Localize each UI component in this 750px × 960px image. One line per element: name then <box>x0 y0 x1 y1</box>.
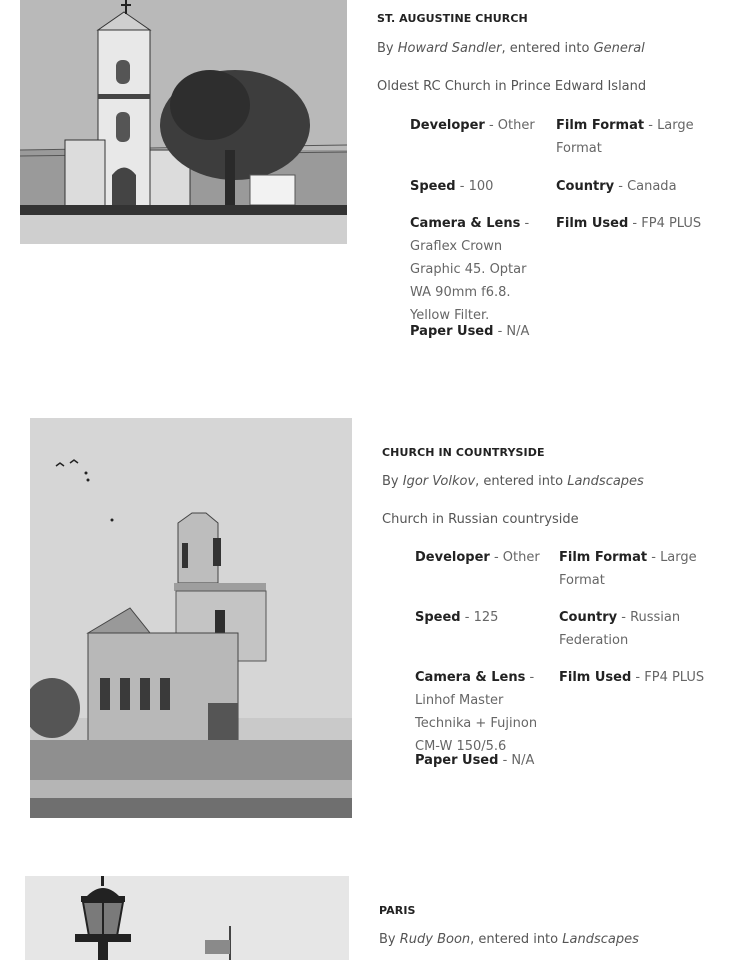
film-used-field <box>556 212 706 235</box>
paper-used-field <box>415 749 615 772</box>
speed-field <box>415 606 555 629</box>
field-sep: - <box>647 550 661 565</box>
church-photo[interactable] <box>20 0 347 244</box>
entry-byline <box>382 474 644 489</box>
author-link[interactable]: Rudy Boon <box>399 932 471 947</box>
field-label: Film Used <box>556 216 629 231</box>
field-sep: - <box>520 216 530 231</box>
street-lamp-photo[interactable] <box>25 876 349 960</box>
field-label: Developer <box>415 550 490 565</box>
entry-byline <box>379 932 639 947</box>
field-sep: - <box>644 118 658 133</box>
field-sep: - <box>455 179 469 194</box>
byline-entered: , entered into <box>501 41 594 56</box>
field-value: N/A <box>506 324 530 339</box>
field-value: Russian Federation <box>559 610 681 648</box>
field-sep: - <box>631 670 645 685</box>
entry-title[interactable]: PARIS <box>379 904 416 917</box>
film-used-field <box>559 666 709 689</box>
field-value: Other <box>502 550 540 565</box>
field-label: Paper Used <box>410 324 494 339</box>
field-label: Developer <box>410 118 485 133</box>
field-value: N/A <box>511 753 535 768</box>
field-sep: - <box>498 753 512 768</box>
ruined-church-photo[interactable] <box>30 418 352 818</box>
byline-prefix: By <box>377 41 398 56</box>
category-link[interactable]: Landscapes <box>567 474 644 489</box>
country-field <box>556 175 696 198</box>
speed-field <box>410 175 550 198</box>
paper-used-field <box>410 320 610 343</box>
field-value: Canada <box>627 179 677 194</box>
field-value: FP4 PLUS <box>644 670 705 685</box>
field-label: Speed <box>410 179 456 194</box>
field-value: Linhof Master Technika + Fujinon CM-W 150/5.6 <box>415 693 538 754</box>
field-value: Other <box>497 118 535 133</box>
field-label: Country <box>559 610 618 625</box>
field-sep: - <box>493 324 507 339</box>
film-format-field <box>556 114 696 160</box>
field-value: 125 <box>473 610 499 625</box>
field-label: Film Format <box>559 550 648 565</box>
field-sep: - <box>614 179 628 194</box>
field-value: FP4 PLUS <box>641 216 702 231</box>
field-sep: - <box>489 550 503 565</box>
field-label: Country <box>556 179 615 194</box>
category-link[interactable]: General <box>593 41 645 56</box>
field-value: Large Format <box>559 550 697 588</box>
film-format-field <box>559 546 699 592</box>
country-field <box>559 606 699 652</box>
developer-field <box>410 114 550 137</box>
entry-description: Church in Russian countryside <box>382 512 579 527</box>
entry-title[interactable]: CHURCH IN COUNTRYSIDE <box>382 446 545 459</box>
field-label: Paper Used <box>415 753 499 768</box>
entry-description: Oldest RC Church in Prince Edward Island <box>377 79 647 94</box>
field-label: Film Used <box>559 670 632 685</box>
field-sep: - <box>525 670 535 685</box>
field-value: Graflex Crown Graphic 45. Optar WA 90mm f6.8. Yellow Filter. <box>410 239 527 323</box>
field-label: Camera & Lens <box>410 216 521 231</box>
camera-lens-field <box>410 212 550 327</box>
field-value: Large Format <box>556 118 694 156</box>
field-sep: - <box>617 610 631 625</box>
category-link[interactable]: Landscapes <box>562 932 639 947</box>
field-label: Speed <box>415 610 461 625</box>
byline-entered: , entered into <box>475 474 568 489</box>
author-link[interactable]: Howard Sandler <box>397 41 502 56</box>
byline-prefix: By <box>382 474 403 489</box>
field-label: Camera & Lens <box>415 670 526 685</box>
field-sep: - <box>460 610 474 625</box>
entry-byline <box>377 41 645 56</box>
byline-entered: , entered into <box>470 932 563 947</box>
camera-lens-field <box>415 666 555 758</box>
field-sep: - <box>484 118 498 133</box>
byline-prefix: By <box>379 932 400 947</box>
field-label: Film Format <box>556 118 645 133</box>
developer-field <box>415 546 555 569</box>
field-value: 100 <box>468 179 494 194</box>
entry-title[interactable]: ST. AUGUSTINE CHURCH <box>377 12 528 25</box>
author-link[interactable]: Igor Volkov <box>402 474 476 489</box>
field-sep: - <box>628 216 642 231</box>
